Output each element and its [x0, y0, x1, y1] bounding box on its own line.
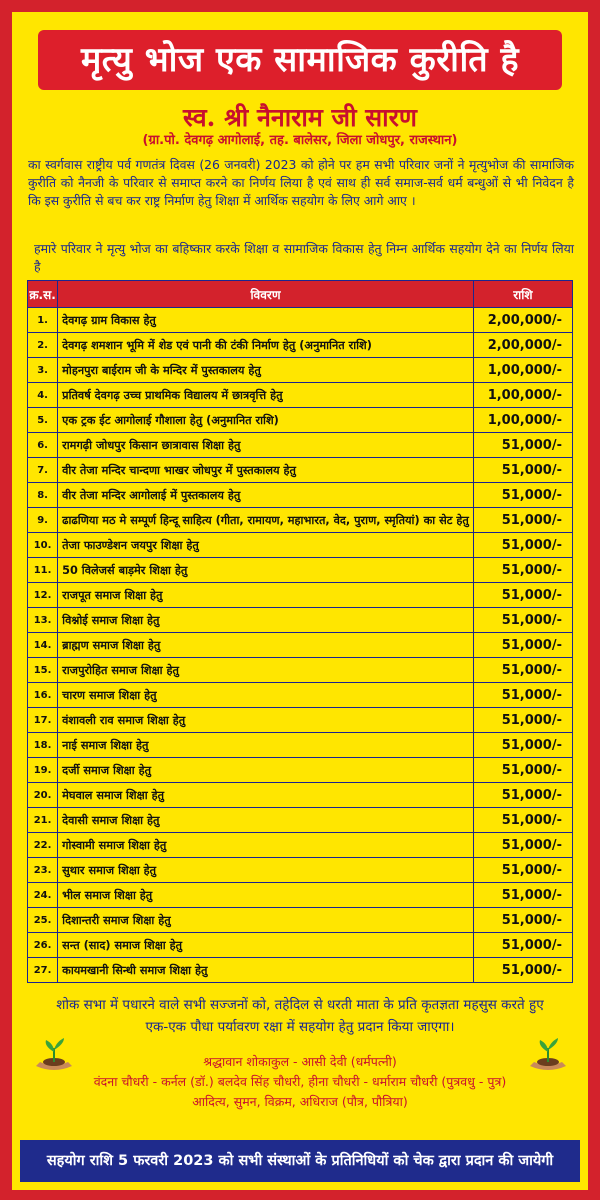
- table-row: [28, 383, 573, 408]
- row-serial: 3.: [28, 358, 58, 383]
- row-serial: 10.: [28, 533, 58, 558]
- row-description: 50 विलेजर्स बाड़मेर शिक्षा हेतु: [58, 558, 474, 583]
- row-amount: 1,00,000/-: [473, 358, 572, 383]
- row-serial: 16.: [28, 683, 58, 708]
- footer-line-2: एक-एक पौधा पर्यावरण रक्षा में सहयोग हेतु प्रदान किया जाएगा।: [145, 1019, 455, 1035]
- poster-inner: [12, 12, 588, 1190]
- row-amount: 51,000/-: [473, 458, 572, 483]
- row-description: वीर तेजा मन्दिर आगोलाई में पुस्तकालय हेतु: [58, 483, 474, 508]
- table-row: [28, 658, 573, 683]
- row-serial: 9.: [28, 508, 58, 533]
- table-row: [28, 908, 573, 933]
- row-description: विश्नोई समाज शिक्षा हेतु: [58, 608, 474, 633]
- row-amount: 51,000/-: [473, 483, 572, 508]
- row-serial: 23.: [28, 858, 58, 883]
- table-header-row: [28, 281, 573, 308]
- table-row: [28, 933, 573, 958]
- row-amount: 51,000/-: [473, 658, 572, 683]
- table-row: [28, 483, 573, 508]
- row-serial: 19.: [28, 758, 58, 783]
- row-description: नाई समाज शिक्षा हेतु: [58, 733, 474, 758]
- table-row: [28, 333, 573, 358]
- table-row: [28, 858, 573, 883]
- table-row: [28, 708, 573, 733]
- table-row: [28, 433, 573, 458]
- row-amount: 51,000/-: [473, 808, 572, 833]
- row-amount: 51,000/-: [473, 733, 572, 758]
- row-serial: 15.: [28, 658, 58, 683]
- table-row: [28, 408, 573, 433]
- row-description: वंशावली राव समाज शिक्षा हेतु: [58, 708, 474, 733]
- footer-line-1: शोक सभा में पधारने वाले सभी सज्जनों को, तहेदिल से धरती माता के प्रति कृतज्ञता महसुस करते हुए: [56, 997, 544, 1013]
- row-description: गोस्वामी समाज शिक्षा हेतु: [58, 833, 474, 858]
- row-serial: 5.: [28, 408, 58, 433]
- row-serial: 7.: [28, 458, 58, 483]
- row-serial: 17.: [28, 708, 58, 733]
- row-description: एक ट्रक ईट आगोलाई गौशाला हेतु (अनुमानित राशि): [58, 408, 474, 433]
- table-row: [28, 308, 573, 333]
- family-credits: [12, 1052, 588, 1112]
- headline-banner: मृत्यु भोज एक सामाजिक कुरीति है: [38, 30, 562, 90]
- row-amount: 51,000/-: [473, 683, 572, 708]
- row-amount: 51,000/-: [473, 858, 572, 883]
- row-serial: 12.: [28, 583, 58, 608]
- row-description: चारण समाज शिक्षा हेतु: [58, 683, 474, 708]
- row-description: रामगढ़ी जोधपुर किसान छात्रावास शिक्षा हेतु: [58, 433, 474, 458]
- footer-line-4: वंदना चौधरी - कर्नल (डॉ.) बलदेव सिंह चौधरी, हीना चौधरी - धर्माराम चौधरी (पुत्रवधु - पुत्र): [93, 1074, 507, 1089]
- row-amount: 2,00,000/-: [473, 333, 572, 358]
- decision-paragraph: हमारे परिवार ने मृत्यु भोज का बहिष्कार करके शिक्षा व सामाजिक विकास हेतु निम्न आर्थिक सहयोग देने का निर्णय लिया है: [34, 241, 574, 274]
- row-serial: 24.: [28, 883, 58, 908]
- row-description: दर्जी समाज शिक्षा हेतु: [58, 758, 474, 783]
- row-amount: 51,000/-: [473, 558, 572, 583]
- table-row: [28, 558, 573, 583]
- donation-table: [27, 280, 573, 983]
- row-description: सन्त (साद) समाज शिक्षा हेतु: [58, 933, 474, 958]
- row-amount: 51,000/-: [473, 833, 572, 858]
- table-row: [28, 533, 573, 558]
- row-description: राजपूत समाज शिक्षा हेतु: [58, 583, 474, 608]
- row-amount: 1,00,000/-: [473, 408, 572, 433]
- address: (ग्रा.पो. देवगढ़ आगोलाई, तह. बालेसर, जिला जोधपुर, राजस्थान): [142, 133, 458, 148]
- row-serial: 1.: [28, 308, 58, 333]
- bottom-notice-bar: सहयोग राशि 5 फरवरी 2023 को सभी संस्थाओं के प्रतिनिधियों को चेक द्वारा प्रदान की जायेगी: [20, 1140, 580, 1182]
- table-row: [28, 508, 573, 533]
- row-serial: 6.: [28, 433, 58, 458]
- row-serial: 26.: [28, 933, 58, 958]
- row-description: कायमखानी सिन्धी समाज शिक्षा हेतु: [58, 958, 474, 983]
- row-amount: 51,000/-: [473, 533, 572, 558]
- row-amount: 51,000/-: [473, 583, 572, 608]
- table-row: [28, 633, 573, 658]
- row-serial: 13.: [28, 608, 58, 633]
- row-amount: 51,000/-: [473, 958, 572, 983]
- table-row: [28, 758, 573, 783]
- row-amount: 51,000/-: [473, 508, 572, 533]
- row-serial: 4.: [28, 383, 58, 408]
- row-amount: 1,00,000/-: [473, 383, 572, 408]
- table-row: [28, 608, 573, 633]
- row-serial: 21.: [28, 808, 58, 833]
- table-row: [28, 358, 573, 383]
- row-description: देवगढ़ शमशान भूमि में शेड एवं पानी की टंकी निर्माण हेतु (अनुमानित राशि): [58, 333, 474, 358]
- row-serial: 18.: [28, 733, 58, 758]
- row-description: दिशान्तरी समाज शिक्षा हेतु: [58, 908, 474, 933]
- row-amount: 2,00,000/-: [473, 308, 572, 333]
- table-row: [28, 458, 573, 483]
- row-serial: 11.: [28, 558, 58, 583]
- row-serial: 27.: [28, 958, 58, 983]
- row-serial: 2.: [28, 333, 58, 358]
- row-description: प्रतिवर्ष देवगढ़ उच्च प्राथमिक विद्यालय में छात्रवृत्ति हेतु: [58, 383, 474, 408]
- table-row: [28, 783, 573, 808]
- row-amount: 51,000/-: [473, 933, 572, 958]
- row-description: राजपुरोहित समाज शिक्षा हेतु: [58, 658, 474, 683]
- table-row: [28, 883, 573, 908]
- table-row: [28, 958, 573, 983]
- header-amount: राशि: [473, 281, 572, 308]
- row-amount: 51,000/-: [473, 708, 572, 733]
- footer-line-3: श्रद्धावान शोकाकुल - आसी देवी (धर्मपत्नी): [203, 1054, 397, 1069]
- row-description: ब्राह्मण समाज शिक्षा हेतु: [58, 633, 474, 658]
- footer-line-5: आदित्य, सुमन, विक्रम, अधिराज (पौत्र, पौत्रिया): [192, 1094, 408, 1109]
- row-amount: 51,000/-: [473, 608, 572, 633]
- row-serial: 14.: [28, 633, 58, 658]
- row-amount: 51,000/-: [473, 633, 572, 658]
- footer-message: [12, 994, 588, 1038]
- header-serial: क्र.स.: [28, 281, 58, 308]
- row-serial: 22.: [28, 833, 58, 858]
- table-row: [28, 833, 573, 858]
- row-serial: 8.: [28, 483, 58, 508]
- row-amount: 51,000/-: [473, 908, 572, 933]
- row-amount: 51,000/-: [473, 433, 572, 458]
- row-description: तेजा फाउण्डेशन जयपुर शिक्षा हेतु: [58, 533, 474, 558]
- row-description: भील समाज शिक्षा हेतु: [58, 883, 474, 908]
- row-description: देवगढ़ ग्राम विकास हेतु: [58, 308, 474, 333]
- header-description: विवरण: [58, 281, 474, 308]
- deceased-name: स्व. श्री नैनाराम जी सारण: [183, 103, 417, 132]
- table-row: [28, 683, 573, 708]
- row-description: सुथार समाज शिक्षा हेतु: [58, 858, 474, 883]
- row-description: मेघवाल समाज शिक्षा हेतु: [58, 783, 474, 808]
- row-serial: 20.: [28, 783, 58, 808]
- row-serial: 25.: [28, 908, 58, 933]
- table-body: [28, 308, 573, 983]
- row-description: मोहनपुरा बाईराम जी के मन्दिर में पुस्तकालय हेतु: [58, 358, 474, 383]
- row-amount: 51,000/-: [473, 783, 572, 808]
- row-description: देवासी समाज शिक्षा हेतु: [58, 808, 474, 833]
- row-amount: 51,000/-: [473, 758, 572, 783]
- table-row: [28, 733, 573, 758]
- row-amount: 51,000/-: [473, 883, 572, 908]
- table-row: [28, 808, 573, 833]
- row-description: ढाढणिया मठ मे सम्पूर्ण हिन्दू साहित्य (गीता, रामायण, महाभारत, वेद, पुराण, स्मृतियां) का सेट हेतु: [58, 508, 474, 533]
- row-description: वीर तेजा मन्दिर चान्दणा भाखर जोधपुर में पुस्तकालय हेतु: [58, 458, 474, 483]
- table-row: [28, 583, 573, 608]
- intro-paragraph: का स्वर्गवास राष्ट्रीय पर्व गणतंत्र दिवस (26 जनवरी) 2023 को होने पर हम सभी परिवार जनों ने मृत्युभोज की सामाजिक कुरीति को नैनजी के परिवार से समाप्त करने का निर्णय लिया है एवं साथ ही सर्व समाज-सर्व धर्म बन्धुओं से भी निवेदन है कि इस कुरीति से बच कर राष्ट्र निर्माण हेतु शिक्षा में आर्थिक सहयोग के लिए आगे आए ।: [28, 157, 574, 208]
